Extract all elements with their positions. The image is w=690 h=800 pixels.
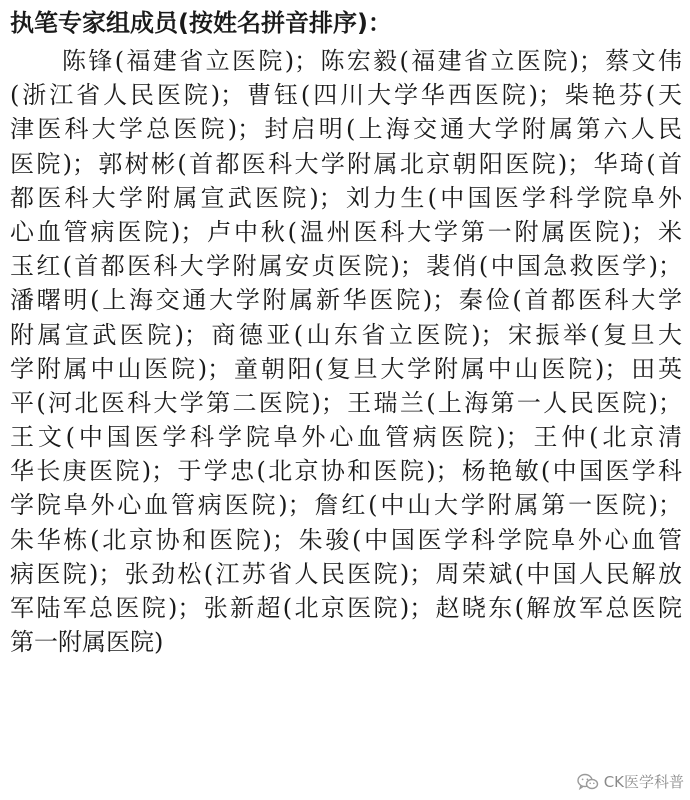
text-line: 第一附属医院) [10, 628, 164, 657]
watermark-text: CK医学科普 [603, 773, 684, 791]
text-line: 病医院)；张劲松(江苏省人民医院)；周荣斌(中国人民解放 [10, 559, 682, 588]
text-line: 平(河北医科大学第二医院)；王瑞兰(上海第一人民医院)； [10, 388, 682, 417]
text-line: 玉红(首都医科大学附属安贞医院)；裴俏(中国急救医学)； [10, 252, 682, 281]
text-line: 王文(中国医学科学院阜外心血管病医院)；王仲(北京清 [10, 423, 682, 452]
author-list [10, 44, 682, 659]
text-line: 附属宣武医院)；商德亚(山东省立医院)；宋振举(复旦大 [10, 320, 682, 349]
text-line: 津医科大学总医院)；封启明(上海交通大学附属第六人民 [10, 115, 682, 144]
text-line: 潘曙明(上海交通大学附属新华医院)；秦俭(首都医科大学 [10, 286, 682, 315]
text-line: (浙江省人民医院)；曹钰(四川大学华西医院)；柴艳芬(天 [10, 81, 682, 110]
wechat-icon [577, 773, 599, 791]
section-heading: 执笔专家组成员(按姓名拼音排序)： [10, 9, 392, 37]
text-line: 陈锋(福建省立医院)；陈宏毅(福建省立医院)；蔡文伟 [62, 47, 682, 75]
text-line: 华长庚医院)；于学忠(北京协和医院)；杨艳敏(中国医学科 [10, 457, 682, 486]
text-line: 医院)；郭树彬(首都医科大学附属北京朝阳医院)；华琦(首 [10, 149, 682, 178]
watermark [577, 771, 684, 792]
text-line: 心血管病医院)；卢中秋(温州医科大学第一附属医院)；米 [10, 217, 682, 246]
text-line: 朱华栋(北京协和医院)；朱骏(中国医学科学院阜外心血管 [10, 525, 682, 554]
text-line: 军陆军总医院)；张新超(北京医院)；赵晓东(解放军总医院 [10, 594, 682, 622]
text-line: 学附属中山医院)；童朝阳(复旦大学附属中山医院)；田英 [10, 354, 682, 383]
text-line: 学院阜外心血管病医院)；詹红(中山大学附属第一医院)； [10, 491, 682, 520]
text-line: 都医科大学附属宣武医院)；刘力生(中国医学科学院阜外 [10, 183, 682, 212]
